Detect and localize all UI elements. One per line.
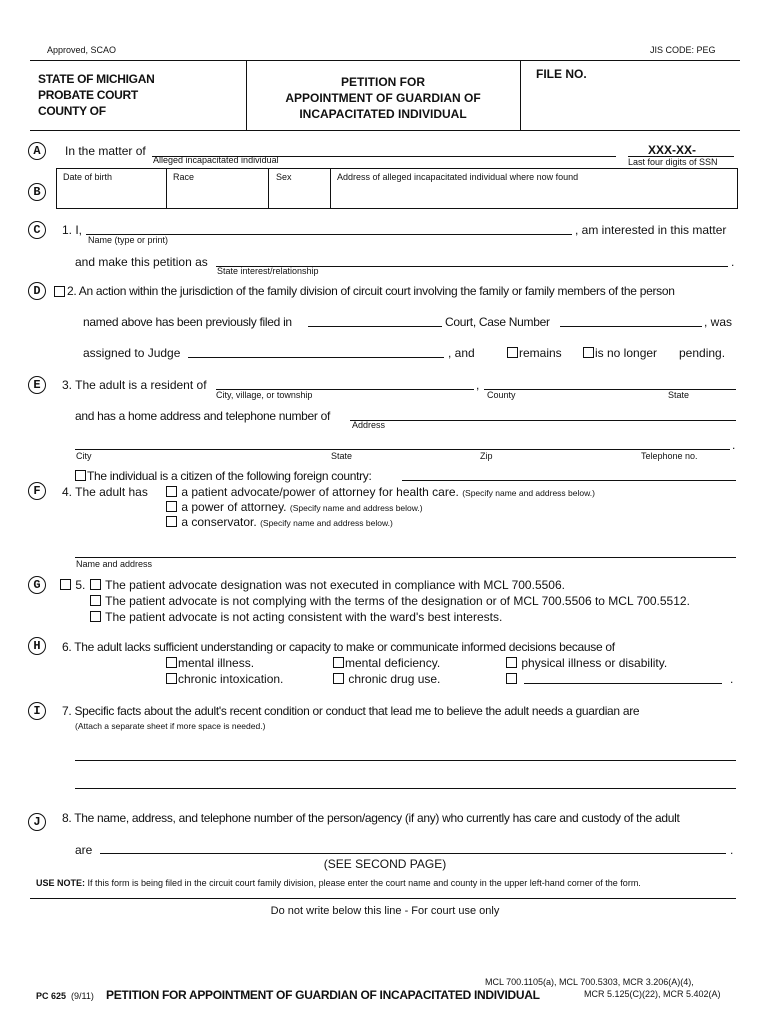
marker-j: J <box>28 813 46 831</box>
no-longer-checkbox[interactable] <box>583 347 594 358</box>
address-label: Address <box>352 420 386 430</box>
home-address-text: and has a home address and telephone number of <box>75 409 331 423</box>
item1-period: . <box>731 255 735 269</box>
advocate-not-complying-checkbox[interactable] <box>90 595 101 606</box>
city-state-zip-field[interactable] <box>75 449 730 450</box>
physical-checkbox[interactable] <box>506 657 517 668</box>
advocate-not-consistent-checkbox[interactable] <box>90 611 101 622</box>
approved-text: Approved, SCAO <box>47 45 117 55</box>
address-header: Address of alleged incapacitated individual where now found <box>337 172 579 182</box>
item6-text: 6. The adult lacks sufficient understanding or capacity to make or communicate informed decisions because of <box>62 640 615 654</box>
state2-label: State <box>331 451 353 461</box>
zip-label: Zip <box>480 451 493 461</box>
mental-illness-label: mental illness. <box>178 656 255 670</box>
item3-period: . <box>732 438 736 452</box>
petition-as-text: and make this petition as <box>75 255 208 269</box>
court-probate: PROBATE COURT <box>38 88 138 102</box>
form-number: PC 625 <box>36 991 67 1001</box>
court-county: COUNTY OF <box>38 104 106 118</box>
item3-text: 3. The adult is a resident of <box>62 378 207 392</box>
poa-label: a power of attorney. <box>181 500 287 514</box>
chronic-drug-checkbox[interactable] <box>333 673 344 684</box>
conservator-option[interactable] <box>166 515 393 529</box>
poa-note: (Specify name and address below.) <box>289 503 423 513</box>
marker-e: E <box>28 376 46 394</box>
dob-header: Date of birth <box>63 172 113 182</box>
item4-prefix: 4. The adult has <box>62 485 148 499</box>
telephone-label: Telephone no. <box>641 451 698 461</box>
see-second-page: (SEE SECOND PAGE) <box>323 857 447 871</box>
item5-checkbox[interactable] <box>60 579 71 590</box>
poa-option[interactable] <box>166 500 423 514</box>
chronic-drug-option[interactable] <box>333 672 440 686</box>
mcl-line-1: MCL 700.1105(a), MCL 700.5303, MCR 3.206(A)(4), <box>485 977 694 987</box>
use-note-label: USE NOTE: <box>36 878 86 888</box>
advocate-not-complying-option[interactable] <box>90 594 690 608</box>
custody-field[interactable] <box>100 853 726 854</box>
matter-sub-label: Alleged incapacitated individual <box>153 155 279 165</box>
item8-period: . <box>730 843 734 857</box>
state-label: State <box>668 390 690 400</box>
mental-illness-option[interactable] <box>166 656 254 670</box>
mental-deficiency-label: mental deficiency. <box>345 656 441 670</box>
physical-option[interactable] <box>506 656 667 670</box>
form-revision: (9/11) <box>71 991 94 1001</box>
item2-checkbox[interactable] <box>54 286 65 297</box>
item1-suffix: , am interested in this matter <box>575 223 727 237</box>
marker-c: C <box>28 221 46 239</box>
item6-period: . <box>730 672 734 686</box>
form-id <box>36 991 94 1001</box>
ssn-value: XXX-XX- <box>648 143 697 157</box>
no-longer-option[interactable] <box>583 346 657 360</box>
remains-label: remains <box>519 346 562 360</box>
assigned-judge-text: assigned to Judge <box>83 346 181 360</box>
title-line-3: INCAPACITATED INDIVIDUAL <box>299 107 467 121</box>
mental-deficiency-option[interactable] <box>333 656 440 670</box>
advocate-not-executed-checkbox[interactable] <box>90 579 101 590</box>
city-label: City <box>76 451 92 461</box>
poa-health-note: (Specify name and address below.) <box>462 488 595 498</box>
court-use-divider <box>30 898 736 899</box>
and-text: , and <box>448 346 475 360</box>
name-label: Name (type or print) <box>88 235 169 245</box>
item8-are: are <box>75 843 93 857</box>
conservator-label: a conservator. <box>181 515 257 529</box>
poa-health-option[interactable] <box>166 485 595 499</box>
form-title <box>246 74 520 122</box>
remains-checkbox[interactable] <box>507 347 518 358</box>
advocate-not-executed-label: The patient advocate designation was not executed in compliance with MCL 700.5506. <box>105 578 565 592</box>
item7-text: 7. Specific facts about the adult's recent condition or conduct that lead me to believe the adult needs a guardian are <box>62 704 640 718</box>
mental-deficiency-checkbox[interactable] <box>333 657 344 668</box>
remains-option[interactable] <box>507 346 562 360</box>
use-note <box>36 878 641 888</box>
residence-county-state-field[interactable] <box>484 389 736 390</box>
advocate-not-consistent-option[interactable] <box>90 610 502 624</box>
marker-d: D <box>28 282 46 300</box>
judge-field[interactable] <box>188 357 444 358</box>
case-number-label: Court, Case Number <box>445 315 550 329</box>
citizen-label: The individual is a citizen of the following foreign country: <box>87 469 372 483</box>
name-address-field[interactable] <box>75 557 736 558</box>
item5-number[interactable] <box>60 578 85 592</box>
marker-b: B <box>28 183 46 201</box>
court-field[interactable] <box>308 326 442 327</box>
jis-code: JIS CODE: PEG <box>650 45 716 55</box>
marker-f: F <box>28 482 46 500</box>
item8-text: 8. The name, address, and telephone number of the person/agency (if any) who currently has care and custody of the adult <box>62 811 680 825</box>
sex-header: Sex <box>276 172 292 182</box>
item3-comma: , <box>476 378 480 392</box>
marker-i: I <box>28 702 46 720</box>
foreign-country-field[interactable] <box>402 480 736 481</box>
was-text: , was <box>704 315 733 329</box>
home-address-field[interactable] <box>350 420 736 421</box>
pending-text: pending. <box>679 346 726 360</box>
other-reason-checkbox[interactable] <box>506 673 517 684</box>
footer-form-title: PETITION FOR APPOINTMENT OF GUARDIAN OF INCAPACITATED INDIVIDUAL <box>106 988 540 1002</box>
physical-label: physical illness or disability. <box>521 656 668 670</box>
chronic-drug-label: chronic drug use. <box>348 672 441 686</box>
item1-prefix: 1. I, <box>62 223 83 237</box>
marker-h: H <box>28 637 46 655</box>
citizen-option[interactable] <box>75 469 372 483</box>
title-line-2: APPOINTMENT OF GUARDIAN OF <box>285 91 481 105</box>
court-header <box>38 71 154 119</box>
poa-health-label: a patient advocate/power of attorney for health care. <box>181 485 459 499</box>
file-no-label: FILE NO. <box>536 67 587 81</box>
name-address-label: Name and address <box>76 559 153 569</box>
citizen-checkbox[interactable] <box>75 470 86 481</box>
item7-note: (Attach a separate sheet if more space is needed.) <box>75 721 266 731</box>
facts-line-2[interactable] <box>75 788 736 789</box>
mental-illness-checkbox[interactable] <box>166 657 177 668</box>
chronic-intox-checkbox[interactable] <box>166 673 177 684</box>
facts-line-1[interactable] <box>75 760 736 761</box>
matter-label: In the matter of <box>65 144 146 158</box>
title-line-1: PETITION FOR <box>341 75 425 89</box>
advocate-not-executed-option[interactable] <box>90 578 565 592</box>
case-number-field[interactable] <box>560 326 702 327</box>
item5-number-label: 5. <box>75 578 86 592</box>
court-state: STATE OF MICHIGAN <box>38 72 155 86</box>
other-reason-field[interactable] <box>524 683 722 684</box>
poa-checkbox[interactable] <box>166 501 177 512</box>
marker-a: A <box>28 142 46 160</box>
named-above-text: named above has been previously filed in <box>83 315 292 329</box>
ssn-label: Last four digits of SSN <box>628 157 718 167</box>
other-reason-option[interactable] <box>506 672 518 686</box>
no-longer-label: is no longer <box>595 346 658 360</box>
marker-g: G <box>28 576 46 594</box>
advocate-not-consistent-label: The patient advocate is not acting consistent with the ward's best interests. <box>105 610 503 624</box>
race-header: Race <box>173 172 195 182</box>
conservator-note: (Specify name and address below.) <box>260 518 393 528</box>
use-note-text: If this form is being filed in the circuit court family division, please enter the court name and county in the upper left-hand corner of the form. <box>87 878 641 888</box>
chronic-intox-option[interactable] <box>166 672 283 686</box>
court-use-text: Do not write below this line - For court use only <box>270 905 500 917</box>
conservator-checkbox[interactable] <box>166 516 177 527</box>
chronic-intox-label: chronic intoxication. <box>178 672 284 686</box>
mcl-line-2: MCR 5.125(C)(22), MCR 5.402(A) <box>584 989 721 999</box>
advocate-not-complying-label: The patient advocate is not complying with the terms of the designation or of MCL 700.5506 to MCL 700.5512. <box>105 594 690 608</box>
interest-label: State interest/relationship <box>217 266 319 276</box>
city-village-label: City, village, or township <box>216 390 313 400</box>
county-label: County <box>487 390 516 400</box>
poa-health-checkbox[interactable] <box>166 486 177 497</box>
item2-text: 2. An action within the jurisdiction of the family division of circuit court involving the family or family members of the person <box>67 284 675 298</box>
